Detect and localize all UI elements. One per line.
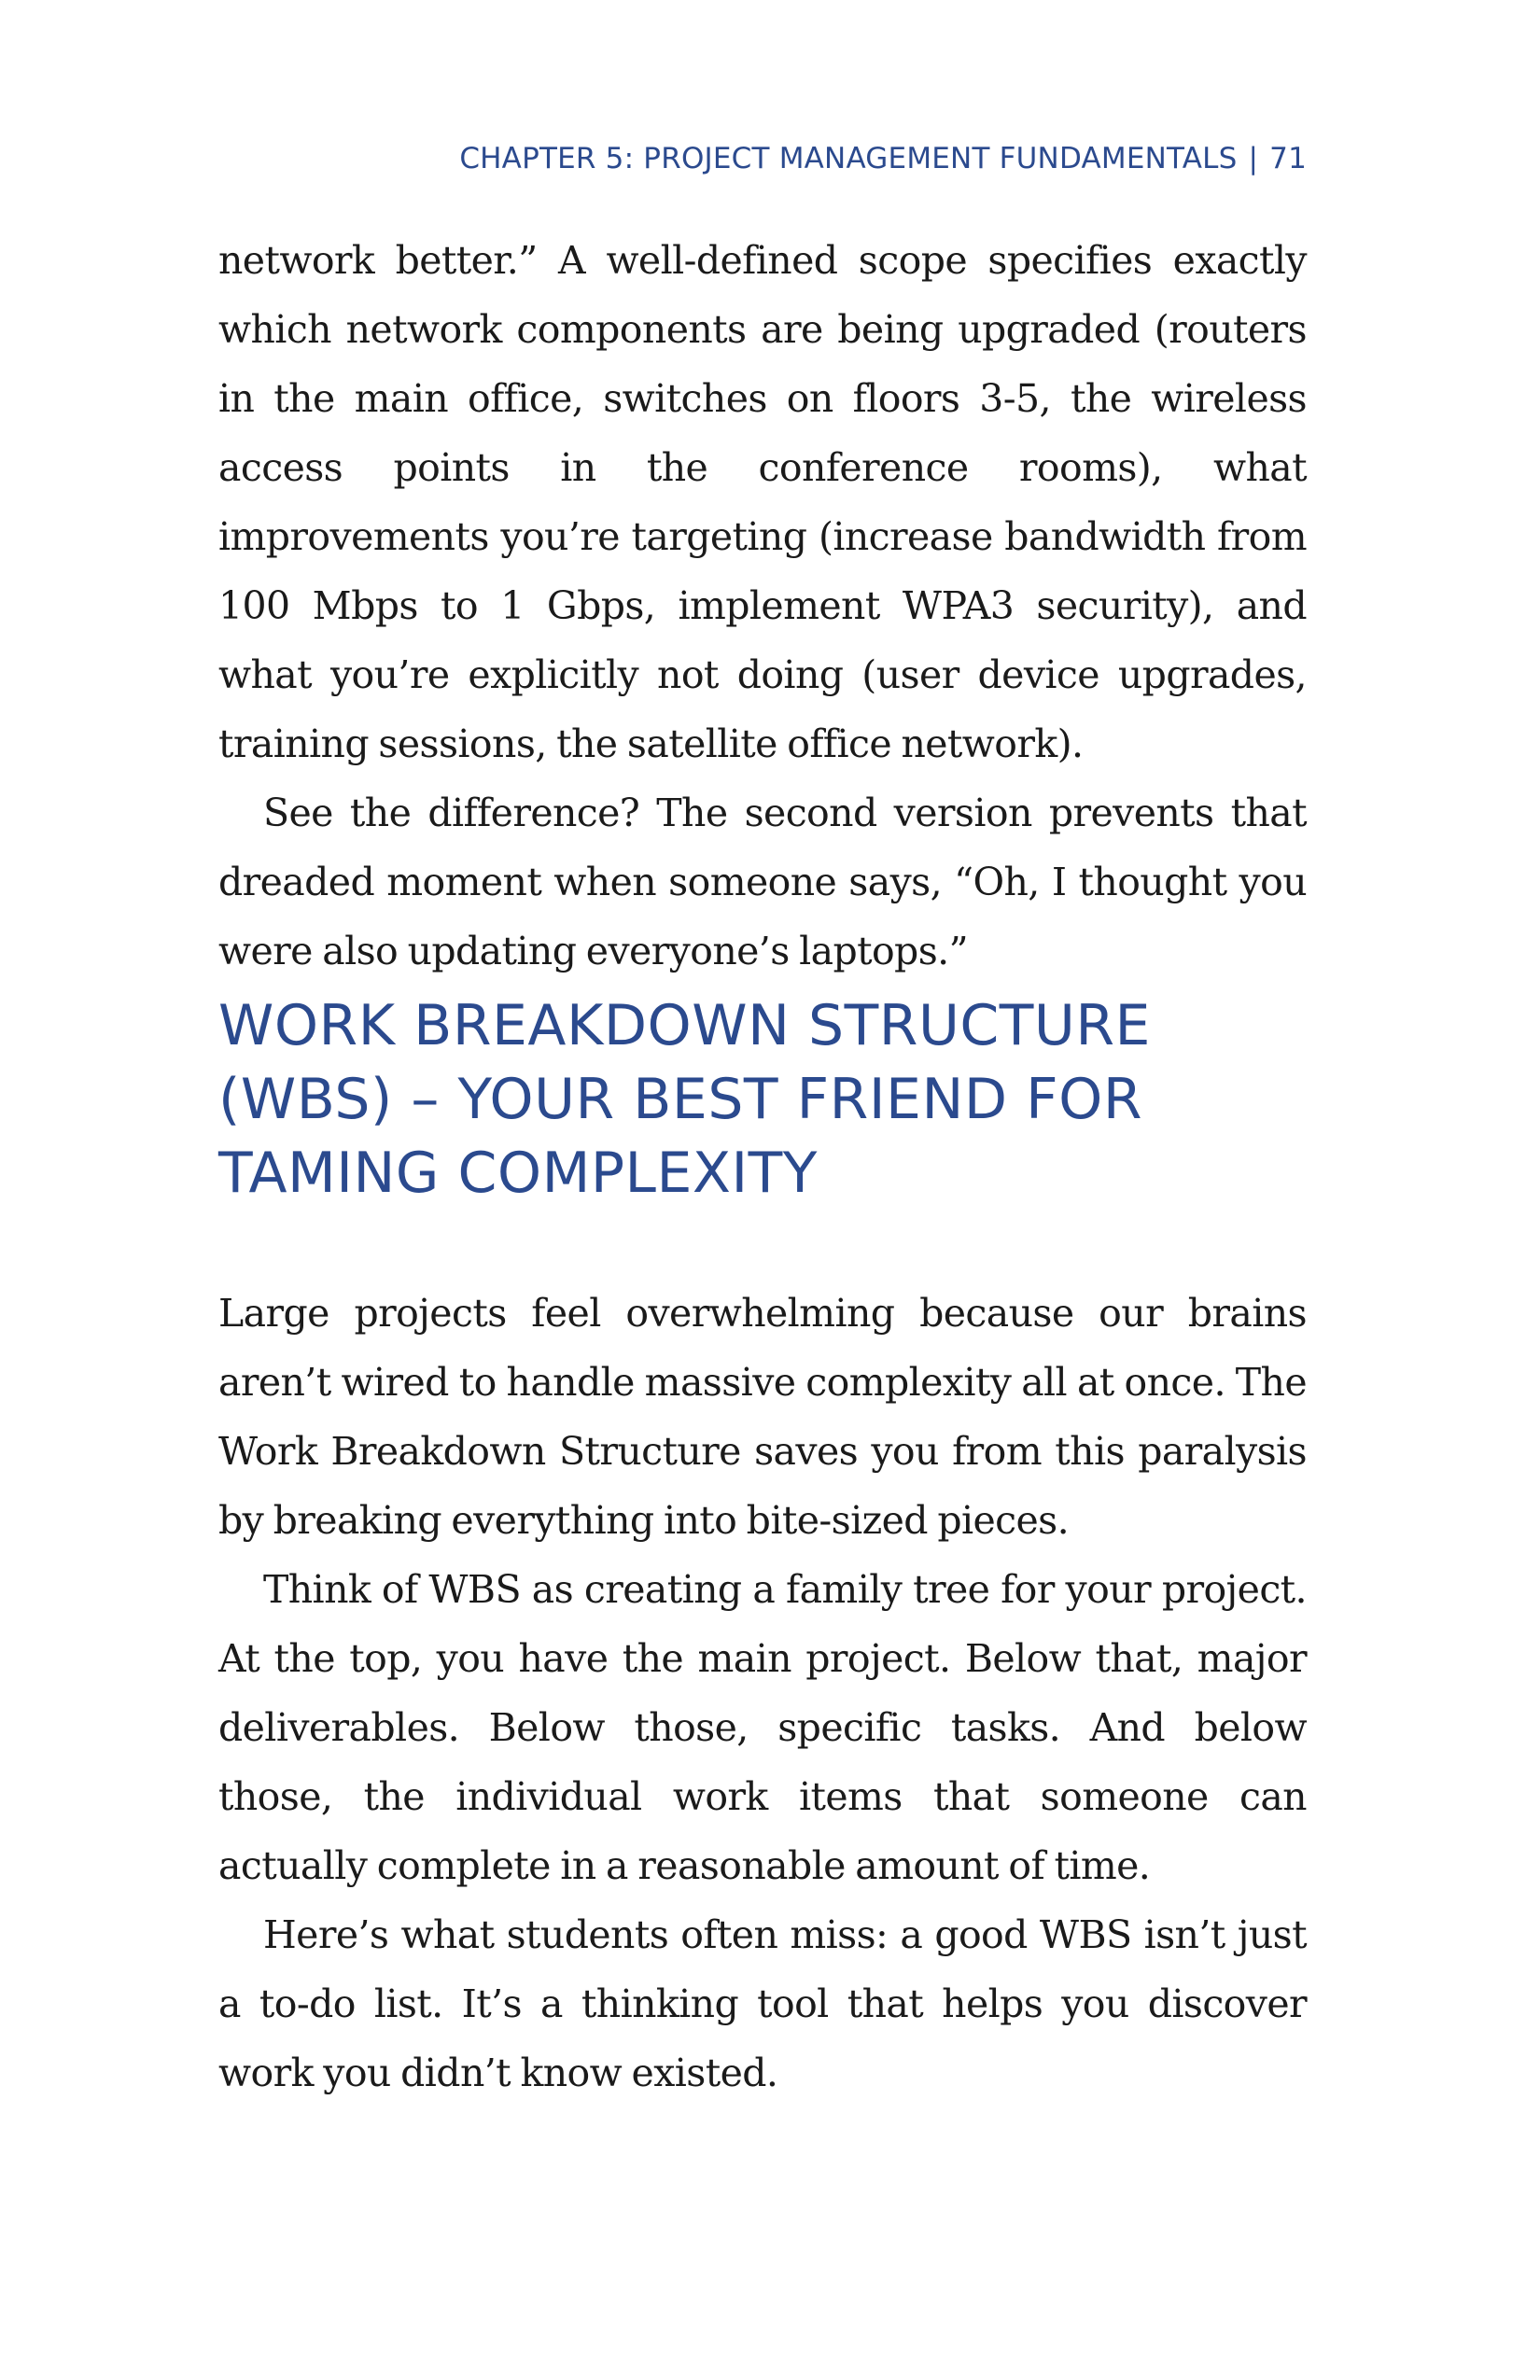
body-paragraph: Large projects feel overwhelming because our brains aren’t wired to handle massive complexity all at once. The Work Breakdown Structure saves you from this paralysis by breaking everything into bite-sized pieces.: [218, 1291, 1307, 1543]
chapter-title: CHAPTER 5: PROJECT MANAGEMENT FUNDAMENTALS: [459, 142, 1238, 175]
section-wbs-body: [218, 1279, 1307, 2107]
section-heading: WORK BREAKDOWN STRUCTURE (WBS) – YOUR BEST FRIEND FOR TAMING COMPLEXITY: [218, 993, 1151, 1206]
body-paragraph: network better.” A well-defined scope specifies exactly which network components are being upgraded (routers in the main office, switches on floors 3-5, the wireless access points in the conference rooms), what improvements you’re targeting (increase bandwidth from 100 Mbps to 1 Gbps, implement WPA3 security), and what you’re explicitly not doing (user device upgrades, training sessions, the satellite office network).: [218, 238, 1307, 766]
page-number: 71: [1269, 142, 1307, 175]
section-scope-continuation: [218, 226, 1307, 986]
header-separator: |: [1248, 142, 1259, 175]
body-paragraph: See the difference? The second version prevents that dreaded moment when someone says, “Oh, I thought you were also updating everyone’s laptops.”: [218, 791, 1307, 973]
body-paragraph: Here’s what students often miss: a good WBS isn’t just a to-do list. It’s a thinking tool that helps you discover work you didn’t know existed.: [218, 1912, 1307, 2095]
running-header: [459, 142, 1307, 175]
body-paragraph: Think of WBS as creating a family tree for your project. At the top, you have the main project. Below that, major deliverables. Below those, specific tasks. And below those, the individual work items that someone can actually complete in a reasonable amount of time.: [218, 1567, 1307, 1888]
